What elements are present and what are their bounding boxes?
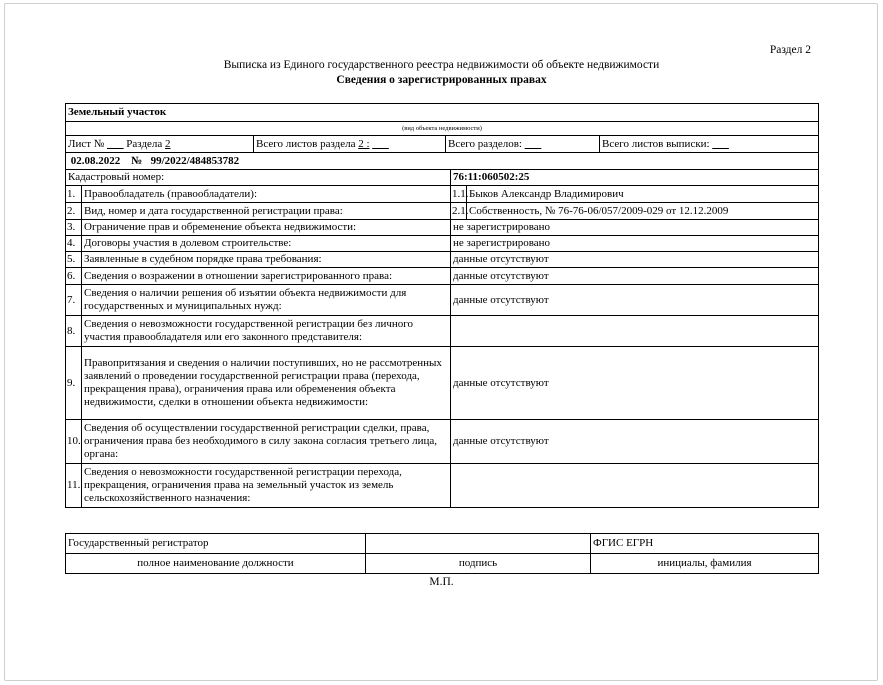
row-label: Сведения о невозможности государственной регистрации перехода, прекращения, ограничения права на земельный участок из земель сельскохозяйственного назначения: — [82, 464, 451, 508]
table-row: 2. Вид, номер и дата государственной регистрации права: 2.1. Собственность, № 76-76-06/057/2009-029 от 12.12.2009 — [66, 203, 819, 220]
extract-number: 99/2022/484853782 — [150, 154, 240, 167]
total-sheets-extract-cell — [600, 136, 819, 153]
row-label: Заявленные в судебном порядке права требования: — [82, 252, 451, 268]
row-value — [451, 316, 819, 347]
position-caption: полное наименование должности — [66, 554, 366, 574]
table-row: 3. Ограничение прав и обременение объекта недвижимости: не зарегистрировано — [66, 220, 819, 236]
row-label: Правопритязания и сведения о наличии поступивших, но не рассмотренных заявлений о проведении государственной регистрации права (перехода, прекращения права), ограничения права или обременения объекта недвижимости, сделки в отношении объекта недвижимости: — [82, 347, 451, 420]
sheet-info-row — [66, 136, 819, 153]
document-title: Выписка из Единого государственного реестра недвижимости об объекте недвижимости — [223, 59, 660, 71]
row-label: Сведения о возражении в отношении зарегистрированного права: — [82, 268, 451, 285]
registrar-org: ФГИС ЕГРН — [591, 534, 819, 554]
row-value: Быков Александр Владимирович — [467, 186, 819, 203]
sheet-label: Лист № — [68, 137, 105, 150]
cadastral-number: 76:11:060502:25 — [451, 170, 819, 186]
table-row: 1. Правообладатель (правообладатели): 1.1. Быков Александр Владимирович — [66, 186, 819, 203]
row-value: не зарегистрировано — [451, 220, 819, 236]
total-sections-cell — [446, 136, 600, 153]
total-sections-blank: ___ — [524, 137, 542, 150]
table-row: 5. Заявленные в судебном порядке права требования: данные отсутствуют — [66, 252, 819, 268]
total-sheets-section-value: 2 : — [358, 137, 370, 150]
row-value: данные отсутствуют — [451, 268, 819, 285]
table-row: 6. Сведения о возражении в отношении зарегистрированного права: данные отсутствуют — [66, 268, 819, 285]
row-label: Правообладатель (правообладатели): — [82, 186, 451, 203]
row-label: Сведения о невозможности государственной регистрации без личного участия правообладателя или его законного представителя: — [82, 316, 451, 347]
total-sheets-extract-label: Всего листов выписки: — [602, 137, 710, 150]
row-label: Ограничение прав и обременение объекта недвижимости: — [82, 220, 451, 236]
row-value — [451, 464, 819, 508]
row-value: Собственность, № 76-76-06/057/2009-029 от 12.12.2009 — [467, 203, 819, 220]
total-sheets-extract-blank: ___ — [712, 137, 729, 150]
object-type: Земельный участок — [66, 104, 819, 122]
name-caption: инициалы, фамилия — [591, 554, 819, 574]
row-value: данные отсутствуют — [451, 252, 819, 268]
cadastral-label: Кадастровый номер: — [66, 170, 451, 186]
row-label: Сведения о наличии решения об изъятии объекта недвижимости для государственных и муниципальных нужд: — [82, 285, 451, 316]
registrar-signature — [366, 534, 591, 554]
extract-date-number — [66, 153, 819, 170]
table-row: 10. Сведения об осуществлении государственной регистрации сделки, права, ограничения права без необходимого в силу закона согласия третьего лица, органа: данные отсутствуют — [66, 420, 819, 464]
total-sheets-section-cell — [254, 136, 446, 153]
table-row: 4. Договоры участия в долевом строительстве: не зарегистрировано — [66, 236, 819, 252]
table-row: 11. Сведения о невозможности государственной регистрации перехода, прекращения, ограничения права на земельный участок из земель сельскохозяйственного назначения: — [66, 464, 819, 508]
total-sheets-section-label: Всего листов раздела — [256, 137, 356, 150]
row-value: данные отсутствуют — [451, 420, 819, 464]
row-label: Сведения об осуществлении государственной регистрации сделки, права, ограничения права без необходимого в силу закона согласия третьего лица, органа: — [82, 420, 451, 464]
document-subtitle: Сведения о зарегистрированных правах — [336, 74, 547, 86]
section-number-label: Раздела — [126, 137, 163, 150]
row-value: не зарегистрировано — [451, 236, 819, 252]
table-row: 7. Сведения о наличии решения об изъятии объекта недвижимости для государственных и муниципальных нужд: данные отсутствуют — [66, 285, 819, 316]
rights-table — [65, 103, 819, 508]
section-number-value: 2 — [165, 137, 171, 150]
signature-caption: подпись — [366, 554, 591, 574]
row-label: Вид, номер и дата государственной регистрации права: — [82, 203, 451, 220]
sheet-blank: ___ — [107, 137, 124, 150]
section-label: Раздел 2 — [769, 44, 811, 56]
table-row: 9. Правопритязания и сведения о наличии поступивших, но не рассмотренных заявлений о проведении государственной регистрации права (перехода, прекращения права), ограничения права или обременения объекта недвижимости, сделки в отношении объекта недвижимости: данные отсутствуют — [66, 347, 819, 420]
object-type-caption: (вид объекта недвижимости) — [66, 122, 819, 136]
total-sections-label: Всего разделов: — [448, 137, 522, 150]
table-row: 8. Сведения о невозможности государственной регистрации без личного участия правообладателя или его законного представителя: — [66, 316, 819, 347]
extract-date: 02.08.2022 — [70, 154, 121, 167]
row-value: данные отсутствуют — [451, 347, 819, 420]
row-value: данные отсутствуют — [451, 285, 819, 316]
seal-mark: М.П. — [429, 576, 454, 588]
number-sign: № — [131, 154, 143, 167]
sheet-number-cell — [66, 136, 254, 153]
registrar-position: Государственный регистратор — [66, 534, 366, 554]
row-label: Договоры участия в долевом строительстве: — [82, 236, 451, 252]
registrar-table — [65, 533, 819, 574]
total-sheets-section-blank: ___ — [372, 137, 389, 150]
